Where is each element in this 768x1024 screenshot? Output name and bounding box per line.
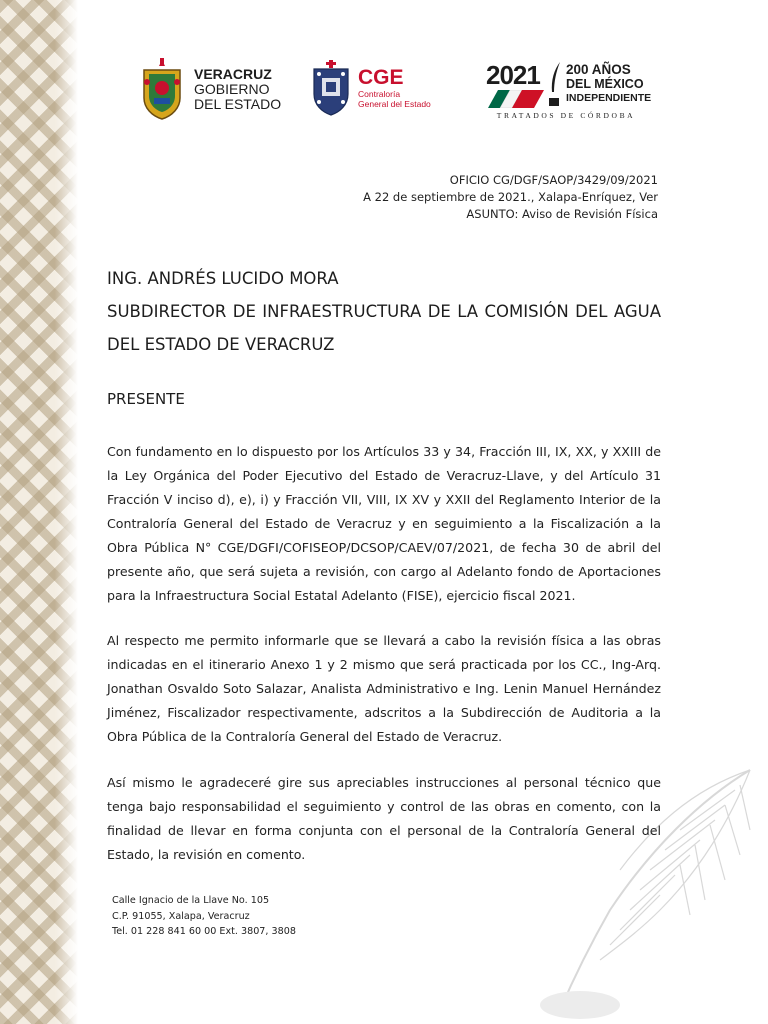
salutation: PRESENTE [107,390,185,408]
anniversary-year: 2021 [486,60,540,90]
letter-subject: ASUNTO: Aviso de Revisión Física [466,207,658,221]
anniversary-logo [486,60,652,122]
body-paragraph-3: Así mismo le agradeceré gire sus apreciables instrucciones al personal técnico que tenga bajo responsabilidad el seguimiento y control de las obras en comento, con la finalidad de llevar en forma conjunta con el personal de la Contraloría General del Estado, la revisión en comento. [107,775,661,862]
oficio-number: OFICIO CG/DGF/SAOP/3429/09/2021 [449,173,658,187]
cge-logo-line2: General del Estado [358,99,431,109]
quill-icon [548,62,562,106]
cge-logo-line1: Contraloría [358,89,401,99]
decorative-border [0,0,78,1024]
footer-street: Calle Ignacio de la Llave No. 105 [112,895,270,906]
veracruz-logo-line2: GOBIERNO [194,80,270,97]
veracruz-shield-icon [138,58,186,120]
reference-block [363,172,658,223]
addressee-block [107,262,661,361]
body-paragraph-2: Al respecto me permito informarle que se llevará a cabo la revisión física a las obras indicadas en el itinerario Anexo 1 y 2 mismo que será practicada por los CC., Ing-Arq. Jonathan Osvaldo Soto Salazar, Analista Administrativo e Ing. Lenin Manuel Hernández Jiménez, Fiscalizador respectivamente, adscritos a la Subdirección de Auditoria a la Obra Pública de la Contraloría General del Estado de Veracruz. [107,633,661,744]
cge-acronym: CGE [358,66,404,89]
footer-phone: Tel. 01 228 841 60 00 Ext. 3807, 3808 [112,926,296,937]
letter-date: A 22 de septiembre de 2021., Xalapa-Enríquez, Ver [363,190,658,204]
anniversary-line2: DEL MÉXICO [566,77,644,91]
footer-address [112,893,296,940]
cge-logo [310,60,431,116]
addressee-name: ING. ANDRÉS LUCIDO MORA [107,269,339,288]
addressee-title: SUBDIRECTOR DE INFRAESTRUCTURA DE LA COMISIÓN DEL AGUA DEL ESTADO DE VERACRUZ [107,302,661,354]
veracruz-logo-line3: DEL ESTADO [194,95,282,112]
mexico-flag-icon [488,90,544,108]
anniversary-line3: INDEPENDIENTE [566,92,652,104]
cge-shield-icon [310,60,352,116]
veracruz-logo-line1: VERACRUZ [194,65,272,82]
anniversary-line1: 200 AÑOS [566,62,631,77]
body-paragraph-1: Con fundamento en lo dispuesto por los Artículos 33 y 34, Fracción III, IX, XX, y XXIII de la Ley Orgánica del Poder Ejecutivo del Estado de Veracruz-Llave, y del Artículo 31 Fracción V inciso d), e), i) y Fracción VII, VIII, IX XV y XXII del Reglamento Interior de la Contraloría General del Estado de Veracruz y en seguimiento a la Fiscalización a la Obra Pública N° CGE/DGFI/COFISEOP/DCSOP/CAEV/07/2021, de fecha 30 de abril del presente año, que será sujeta a revisión, con cargo al Adelanto fondo de Aportaciones para la Infraestructura Social Estatal Adelanto (FISE), ejercicio fiscal 2021. [107,444,661,603]
veracruz-government-logo [138,58,281,120]
anniversary-tagline: TRATADOS DE CÓRDOBA [496,111,636,120]
footer-city: C.P. 91055, Xalapa, Veracruz [112,910,250,922]
